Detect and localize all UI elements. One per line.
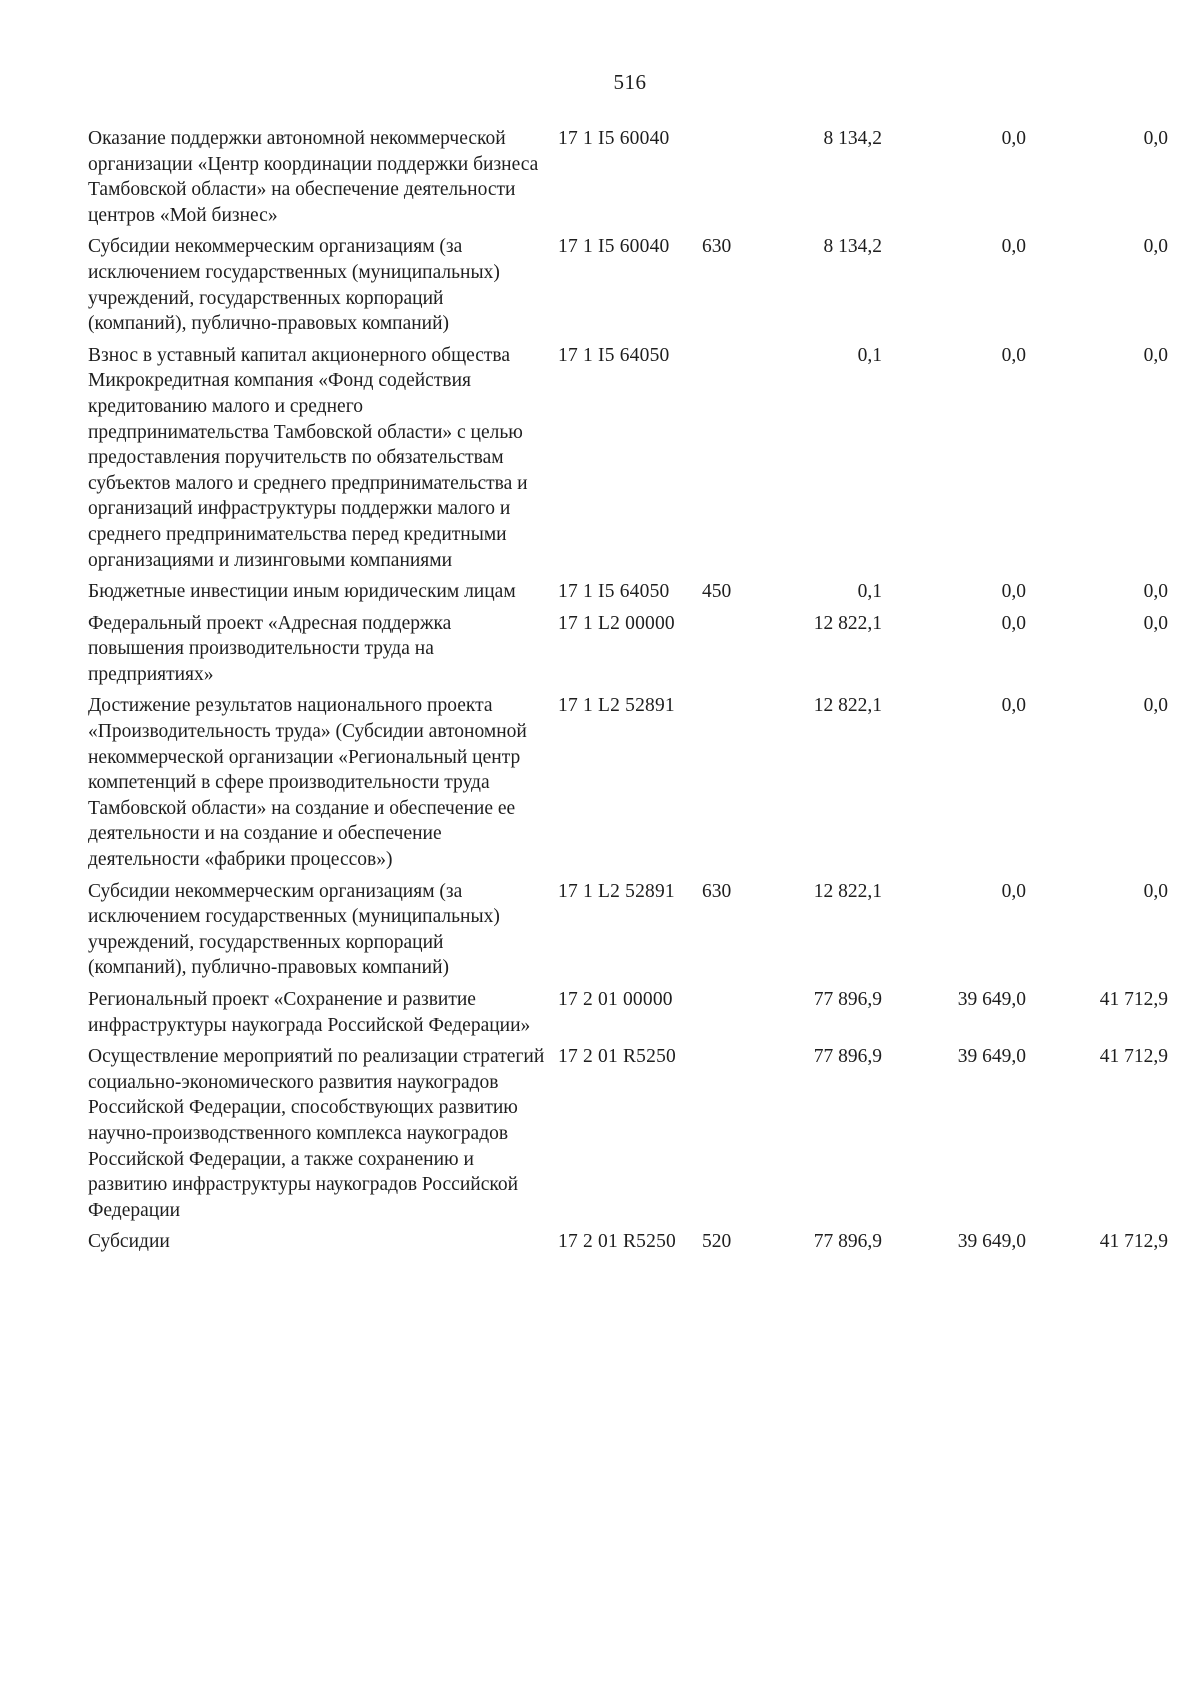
table-row xyxy=(88,611,1168,688)
table-row xyxy=(88,343,1168,573)
row-expense-type: 630 xyxy=(702,880,732,902)
row-amount-3: 0,0 xyxy=(1143,128,1168,149)
row-amount-3: 0,0 xyxy=(1143,880,1168,902)
row-amount-3: 41 712,9 xyxy=(1099,1231,1168,1253)
row-amount-1: 8 134,2 xyxy=(823,236,882,258)
row-amount-1: 77 896,9 xyxy=(813,989,882,1010)
row-amount-2: 39 649,0 xyxy=(957,989,1026,1010)
table-row xyxy=(88,879,1168,981)
row-name: Субсидии некоммерческим организациям (за исключением государственных (муниципальных) учреждений, государственных корпораций (компаний), публично-правовых компаний) xyxy=(88,880,500,979)
row-name: Бюджетные инвестиции иным юридическим лицам xyxy=(88,581,516,603)
row-amount-2: 39 649,0 xyxy=(957,1046,1026,1068)
row-expense-type: 520 xyxy=(702,1231,732,1253)
row-amount-2: 0,0 xyxy=(1001,128,1026,149)
row-name: Взнос в уставный капитал акционерного общества Микрокредитная компания «Фонд содействия кредитованию малого и среднего предпринимательства Тамбовской области» с целью предоставления поручительств по обязательствам субъектов малого и среднего предпринимательства и организаций инфраструктуры поддержки малого и среднего предпринимательства перед кредитными организациями и лизинговыми компаниями xyxy=(88,344,528,571)
row-amount-3: 0,0 xyxy=(1143,344,1168,366)
row-name: Региональный проект «Сохранение и развитие инфраструктуры наукограда Российской Федерации» xyxy=(88,989,531,1036)
row-amount-1: 77 896,9 xyxy=(813,1231,882,1253)
row-target-code: 17 1 I5 60040 xyxy=(558,128,670,149)
row-amount-2: 0,0 xyxy=(1001,581,1026,603)
row-name: Оказание поддержки автономной некоммерческой организации «Центр координации поддержки бизнеса Тамбовской области» на обеспечение деятельности центров «Мой бизнес» xyxy=(88,128,539,226)
table-row xyxy=(88,234,1168,336)
row-amount-2: 39 649,0 xyxy=(957,1231,1026,1253)
table-row xyxy=(88,126,1168,228)
row-name: Достижение результатов национального проекта «Производительность труда» (Субсидии автономной некоммерческой организации «Региональный центр компетенций в сфере производительности труда Тамбовской области» на создание и обеспечение ее деятельности и на создание и обеспечение деятельности «фабрики процессов») xyxy=(88,695,527,871)
row-amount-3: 0,0 xyxy=(1143,236,1168,258)
row-amount-3: 0,0 xyxy=(1143,581,1168,603)
row-amount-2: 0,0 xyxy=(1001,344,1026,366)
row-amount-1: 0,1 xyxy=(857,344,882,366)
table-row xyxy=(88,1229,1168,1255)
row-target-code: 17 2 01 R5250 xyxy=(558,1046,676,1068)
table-row xyxy=(88,1044,1168,1223)
row-amount-3: 0,0 xyxy=(1143,695,1168,717)
row-target-code: 17 2 01 R5250 xyxy=(558,1231,676,1253)
row-amount-1: 12 822,1 xyxy=(813,695,882,717)
row-target-code: 17 1 L2 52891 xyxy=(558,880,675,902)
table-row xyxy=(88,693,1168,872)
row-name: Субсидии некоммерческим организациям (за исключением государственных (муниципальных) учреждений, государственных корпораций (компаний), публично-правовых компаний) xyxy=(88,236,500,335)
table-row xyxy=(88,987,1168,1038)
row-target-code: 17 2 01 00000 xyxy=(558,989,673,1010)
row-amount-2: 0,0 xyxy=(1001,880,1026,902)
row-amount-3: 41 712,9 xyxy=(1099,1046,1168,1068)
row-name: Федеральный проект «Адресная поддержка повышения производительности труда на предприятиях» xyxy=(88,612,452,685)
row-amount-1: 0,1 xyxy=(857,581,882,603)
row-target-code: 17 1 I5 64050 xyxy=(558,344,670,366)
row-amount-2: 0,0 xyxy=(1001,612,1026,634)
row-amount-1: 12 822,1 xyxy=(813,612,882,634)
row-amount-1: 12 822,1 xyxy=(813,880,882,902)
row-amount-2: 0,0 xyxy=(1001,695,1026,717)
row-target-code: 17 1 L2 00000 xyxy=(558,612,675,634)
row-expense-type: 450 xyxy=(702,581,732,603)
row-target-code: 17 1 I5 64050 xyxy=(558,581,670,603)
row-target-code: 17 1 L2 52891 xyxy=(558,695,675,717)
row-amount-3: 0,0 xyxy=(1143,612,1168,634)
page-number: 516 xyxy=(613,70,647,94)
row-amount-2: 0,0 xyxy=(1001,236,1026,258)
row-amount-3: 41 712,9 xyxy=(1099,989,1168,1010)
table-row xyxy=(88,579,1168,605)
budget-table xyxy=(88,126,1168,1261)
row-amount-1: 77 896,9 xyxy=(813,1046,882,1068)
row-amount-1: 8 134,2 xyxy=(823,128,882,149)
row-name: Осуществление мероприятий по реализации стратегий социально-экономического развития наукоградов Российской Федерации, способствующих развитию научно-производственного комплекса наукоградов Российской Федерации, а также сохранению и развитию инфраструктуры наукоградов Российской Федерации xyxy=(88,1046,545,1221)
row-name: Субсидии xyxy=(88,1231,170,1253)
row-target-code: 17 1 I5 60040 xyxy=(558,236,670,258)
row-expense-type: 630 xyxy=(702,236,732,258)
